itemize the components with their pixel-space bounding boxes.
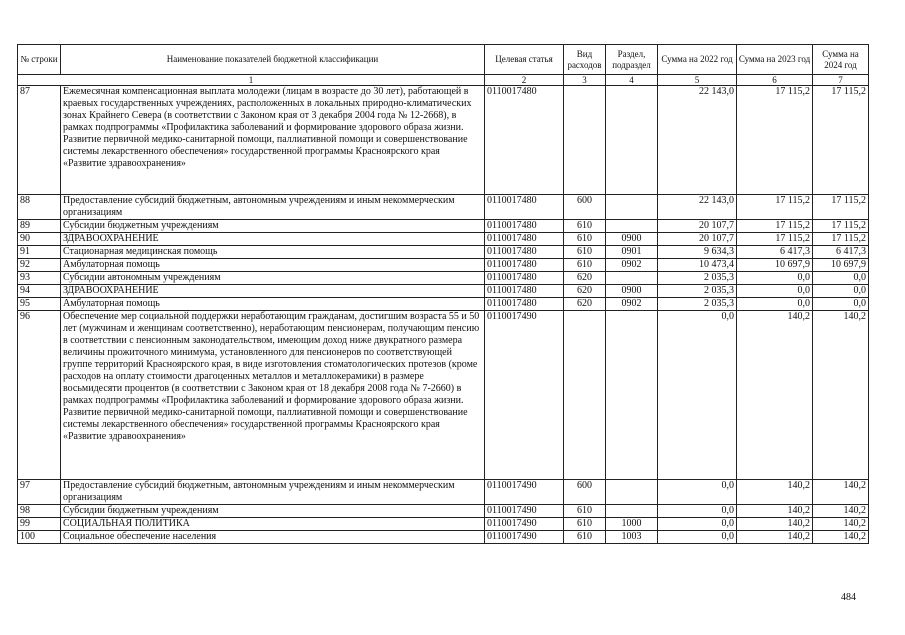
row-sum-2023: 140,2 xyxy=(737,505,813,518)
row-sum-2022: 10 473,4 xyxy=(658,259,737,272)
row-sum-2022: 22 143,0 xyxy=(658,195,737,220)
row-sum-2023: 17 115,2 xyxy=(737,86,813,195)
row-number: 96 xyxy=(18,311,61,480)
row-sum-2023: 140,2 xyxy=(737,531,813,544)
row-name: Предоставление субсидий бюджетным, автономным учреждениям и иным некоммерческим организациям xyxy=(61,195,485,220)
row-sum-2022: 2 035,3 xyxy=(658,272,737,285)
table-row xyxy=(18,311,869,480)
row-expense-type: 610 xyxy=(564,505,606,518)
row-name: ЗДРАВООХРАНЕНИЕ xyxy=(61,233,485,246)
row-expense-type: 620 xyxy=(564,272,606,285)
row-sum-2022: 0,0 xyxy=(658,531,737,544)
row-sum-2024: 140,2 xyxy=(813,480,869,505)
table-row xyxy=(18,505,869,518)
row-section: 0902 xyxy=(606,298,658,311)
row-sum-2023: 17 115,2 xyxy=(737,233,813,246)
row-number: 93 xyxy=(18,272,61,285)
row-sum-2023: 0,0 xyxy=(737,272,813,285)
row-sum-2024: 6 417,3 xyxy=(813,246,869,259)
table-row xyxy=(18,518,869,531)
row-number: 87 xyxy=(18,86,61,195)
row-sum-2022: 0,0 xyxy=(658,311,737,480)
row-expense-type: 610 xyxy=(564,246,606,259)
row-name: Ежемесячная компенсационная выплата молодежи (лицам в возрасте до 30 лет), работающей в краевых государственных учреждениях, расположенных в локальных природно-климатических зонах Крайнего Севера (в соответствии с Законом края от 3 декабря 2004 года № 12-2668), в рамках подпрограммы «Профилактика заболеваний и формирование здорового образа жизни. Развитие первичной медико-санитарной помощи, паллиативной помощи и совершенствование системы лекарственного обеспечения» государственной программы Красноярского края «Развитие здравоохранения» xyxy=(61,86,485,195)
row-number: 98 xyxy=(18,505,61,518)
row-section xyxy=(606,272,658,285)
row-name: СОЦИАЛЬНАЯ ПОЛИТИКА xyxy=(61,518,485,531)
row-sum-2024: 140,2 xyxy=(813,311,869,480)
row-name: Стационарная медицинская помощь xyxy=(61,246,485,259)
row-target-code: 0110017480 xyxy=(485,285,564,298)
row-number: 90 xyxy=(18,233,61,246)
row-number: 89 xyxy=(18,220,61,233)
row-name: Социальное обеспечение населения xyxy=(61,531,485,544)
header-razdel: Раздел, подраздел xyxy=(606,45,658,75)
row-target-code: 0110017480 xyxy=(485,195,564,220)
column-number: 2 xyxy=(485,75,564,86)
row-number: 91 xyxy=(18,246,61,259)
row-target-code: 0110017480 xyxy=(485,259,564,272)
header-row xyxy=(18,45,869,75)
row-sum-2023: 140,2 xyxy=(737,311,813,480)
row-sum-2023: 140,2 xyxy=(737,518,813,531)
row-name: Субсидии бюджетным учреждениям xyxy=(61,220,485,233)
row-target-code: 0110017490 xyxy=(485,311,564,480)
header-sum-2024: Сумма на 2024 год xyxy=(813,45,869,75)
row-expense-type: 600 xyxy=(564,480,606,505)
table-row xyxy=(18,531,869,544)
row-target-code: 0110017490 xyxy=(485,518,564,531)
row-section xyxy=(606,220,658,233)
row-sum-2024: 140,2 xyxy=(813,518,869,531)
row-number: 92 xyxy=(18,259,61,272)
row-name: ЗДРАВООХРАНЕНИЕ xyxy=(61,285,485,298)
table-row xyxy=(18,285,869,298)
row-expense-type: 610 xyxy=(564,518,606,531)
row-section: 0900 xyxy=(606,233,658,246)
row-sum-2023: 140,2 xyxy=(737,480,813,505)
row-target-code: 0110017490 xyxy=(485,505,564,518)
row-sum-2024: 0,0 xyxy=(813,272,869,285)
column-number: 6 xyxy=(737,75,813,86)
budget-table xyxy=(17,44,869,544)
row-sum-2022: 0,0 xyxy=(658,480,737,505)
table-row xyxy=(18,480,869,505)
table-row xyxy=(18,220,869,233)
row-section: 0902 xyxy=(606,259,658,272)
page-number: 484 xyxy=(841,592,856,603)
header-vid: Вид расходов xyxy=(564,45,606,75)
row-sum-2023: 0,0 xyxy=(737,298,813,311)
row-target-code: 0110017480 xyxy=(485,246,564,259)
column-number: 4 xyxy=(606,75,658,86)
row-section xyxy=(606,311,658,480)
row-number: 88 xyxy=(18,195,61,220)
table-row xyxy=(18,86,869,195)
row-sum-2024: 0,0 xyxy=(813,298,869,311)
table-row xyxy=(18,272,869,285)
row-section xyxy=(606,195,658,220)
row-sum-2022: 22 143,0 xyxy=(658,86,737,195)
row-name: Обеспечение мер социальной поддержки неработающим гражданам, достигшим возраста 55 и 50 лет (мужчинам и женщинам соответственно), неработающим пенсионерам, получающим пенсию в соответствии с пенсионным законодательством, имеющим доход ниже двукратного размера величины прожиточного минимума, установленного для пенсионеров по соответствующей группе территорий Красноярского края, в виде изготовления стоматологических протезов (кроме расходов на оплату стоимости драгоценных металлов и металлокерамики) в размере восьмидесяти процентов (в соответствии с Законом края от 18 декабря 2008 года № 7-2660) в рамках подпрограммы «Профилактика заболеваний и формирование здорового образа жизни. Развитие первичной медико-санитарной помощи, паллиативной помощи и совершенствование системы лекарственного обеспечения» государственной программы Красноярского края «Развитие здравоохранения» xyxy=(61,311,485,480)
row-sum-2023: 17 115,2 xyxy=(737,195,813,220)
column-number: 1 xyxy=(18,75,485,86)
table-row xyxy=(18,259,869,272)
row-sum-2022: 0,0 xyxy=(658,505,737,518)
row-sum-2022: 2 035,3 xyxy=(658,285,737,298)
row-number: 97 xyxy=(18,480,61,505)
row-sum-2024: 140,2 xyxy=(813,531,869,544)
row-section xyxy=(606,86,658,195)
row-sum-2023: 17 115,2 xyxy=(737,220,813,233)
row-sum-2023: 6 417,3 xyxy=(737,246,813,259)
row-number: 99 xyxy=(18,518,61,531)
row-expense-type: 610 xyxy=(564,220,606,233)
row-expense-type: 610 xyxy=(564,531,606,544)
row-sum-2024: 17 115,2 xyxy=(813,220,869,233)
row-number: 95 xyxy=(18,298,61,311)
row-name: Субсидии автономным учреждениям xyxy=(61,272,485,285)
row-expense-type: 620 xyxy=(564,285,606,298)
row-expense-type: 610 xyxy=(564,259,606,272)
row-sum-2024: 17 115,2 xyxy=(813,195,869,220)
row-section: 0900 xyxy=(606,285,658,298)
table-row xyxy=(18,246,869,259)
row-sum-2024: 17 115,2 xyxy=(813,86,869,195)
row-target-code: 0110017480 xyxy=(485,298,564,311)
row-number: 100 xyxy=(18,531,61,544)
row-target-code: 0110017490 xyxy=(485,480,564,505)
row-name: Субсидии бюджетным учреждениям xyxy=(61,505,485,518)
row-target-code: 0110017480 xyxy=(485,220,564,233)
row-sum-2023: 0,0 xyxy=(737,285,813,298)
row-sum-2022: 20 107,7 xyxy=(658,233,737,246)
row-target-code: 0110017480 xyxy=(485,86,564,195)
row-sum-2022: 9 634,3 xyxy=(658,246,737,259)
row-expense-type: 600 xyxy=(564,195,606,220)
row-expense-type: 620 xyxy=(564,298,606,311)
row-section xyxy=(606,505,658,518)
row-section: 0901 xyxy=(606,246,658,259)
column-number-row xyxy=(18,75,869,86)
row-expense-type xyxy=(564,311,606,480)
column-number: 3 xyxy=(564,75,606,86)
row-sum-2024: 10 697,9 xyxy=(813,259,869,272)
row-section xyxy=(606,480,658,505)
row-sum-2023: 10 697,9 xyxy=(737,259,813,272)
row-name: Предоставление субсидий бюджетным, автономным учреждениям и иным некоммерческим организациям xyxy=(61,480,485,505)
row-sum-2022: 2 035,3 xyxy=(658,298,737,311)
column-number: 7 xyxy=(813,75,869,86)
header-code: Целевая статья xyxy=(485,45,564,75)
row-sum-2022: 0,0 xyxy=(658,518,737,531)
table-body xyxy=(18,86,869,544)
row-section: 1003 xyxy=(606,531,658,544)
row-name: Амбулаторная помощь xyxy=(61,298,485,311)
row-name: Амбулаторная помощь xyxy=(61,259,485,272)
row-target-code: 0110017480 xyxy=(485,272,564,285)
row-sum-2022: 20 107,7 xyxy=(658,220,737,233)
table-row xyxy=(18,233,869,246)
row-sum-2024: 17 115,2 xyxy=(813,233,869,246)
header-sum-2023: Сумма на 2023 год xyxy=(737,45,813,75)
row-expense-type: 610 xyxy=(564,233,606,246)
table-row xyxy=(18,298,869,311)
row-expense-type xyxy=(564,86,606,195)
header-row-no: № строки xyxy=(18,45,61,75)
row-sum-2024: 140,2 xyxy=(813,505,869,518)
row-target-code: 0110017490 xyxy=(485,531,564,544)
row-target-code: 0110017480 xyxy=(485,233,564,246)
row-sum-2024: 0,0 xyxy=(813,285,869,298)
row-number: 94 xyxy=(18,285,61,298)
header-sum-2022: Сумма на 2022 год xyxy=(658,45,737,75)
table-row xyxy=(18,195,869,220)
header-name: Наименование показателей бюджетной классификации xyxy=(61,45,485,75)
row-section: 1000 xyxy=(606,518,658,531)
column-number: 5 xyxy=(658,75,737,86)
